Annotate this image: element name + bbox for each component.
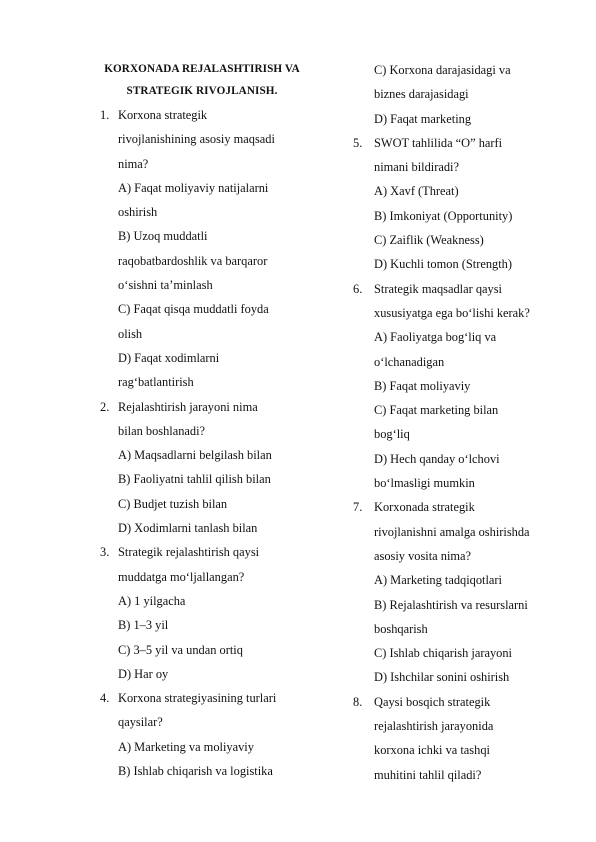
title-line-2: STRATEGIK RIVOJLANISH.	[126, 85, 278, 97]
question-text: xususiyatga ega bo‘lishi kerak?	[374, 305, 530, 320]
left-column	[86, 58, 318, 783]
answer-option-text: biznes darajasidagi	[374, 87, 469, 102]
answer-option-text: olish	[118, 326, 143, 341]
answer-option	[118, 443, 318, 467]
question-text: Rejalashtirish jarayoni nima	[118, 399, 258, 414]
answer-option	[118, 662, 318, 686]
answer-option-text: C) Budjet tuzish bilan	[118, 496, 228, 511]
answer-option-text: D) Faqat marketing	[374, 111, 472, 126]
question-item	[348, 495, 570, 689]
answer-option	[374, 665, 570, 689]
answer-option	[118, 346, 318, 395]
answer-option	[374, 447, 570, 496]
answer-option-text: C) Faqat marketing bilan	[374, 403, 499, 418]
answer-option-text: C) 3–5 yil va undan ortiq	[118, 642, 243, 657]
question-text: rejalashtirish jarayonida	[374, 719, 494, 734]
answer-option-text: A) Maqsadlarni belgilash bilan	[118, 448, 272, 463]
question-number: 8.	[353, 694, 363, 709]
question-item	[348, 277, 570, 496]
question-text: bilan boshlanadi?	[118, 423, 206, 438]
question-text: muhitini tahlil qiladi?	[374, 767, 482, 782]
question-item	[86, 395, 318, 541]
question-text: Qaysi bosqich strategik	[374, 694, 491, 709]
question-number: 5.	[353, 135, 363, 150]
answer-option-text: raqobatbardoshlik va barqaror	[118, 253, 268, 268]
answer-option	[374, 252, 570, 276]
answer-option	[374, 398, 570, 447]
question-number: 4.	[100, 691, 110, 706]
question-text: Korxona strategiyasining turlari	[118, 691, 277, 706]
answer-option-text: D) Kuchli tomon (Strength)	[374, 257, 512, 272]
question-text: nimani bildiradi?	[374, 160, 459, 175]
question-number: 1.	[100, 108, 110, 122]
question-item	[348, 131, 570, 277]
answer-option-text: bog‘liq	[374, 427, 410, 442]
answer-option-text: A) Faoliyatga bog‘liq va	[374, 330, 497, 345]
answer-option-text: A) Faqat moliyaviy natijalarni	[118, 180, 269, 195]
answer-option	[374, 374, 570, 398]
answer-option-text: o‘sishni ta’minlash	[118, 278, 213, 293]
answer-option-text: D) Faqat xodimlarni	[118, 350, 220, 365]
question-text: rivojlanishining asosiy maqsadi	[118, 132, 275, 147]
document-title	[86, 58, 318, 102]
answer-option-text: D) Har oy	[118, 666, 169, 681]
answer-option	[118, 589, 318, 613]
answer-option-text: A) Marketing va moliyaviy	[118, 739, 254, 754]
question-list-right	[348, 131, 570, 787]
question-text: muddatga mo‘ljallangan?	[118, 569, 245, 584]
answer-option-text: A) Xavf (Threat)	[374, 184, 459, 199]
answer-option	[118, 735, 318, 759]
question-text: Strategik maqsadlar qaysi	[374, 281, 503, 296]
question-text: nima?	[118, 156, 149, 171]
answer-option-text: D) Ishchilar sonini oshirish	[374, 670, 510, 685]
question-4-continued	[348, 58, 570, 131]
answer-option-text: o‘lchanadigan	[374, 354, 445, 369]
answer-option-text: B) Ishlab chiqarish va logistika	[118, 764, 273, 779]
answer-option	[118, 492, 318, 516]
title-line-1: KORXONADA REJALASHTIRISH VA	[104, 63, 300, 75]
answer-option-text: B) Faoliyatni tahlil qilish bilan	[118, 472, 271, 487]
answer-option-text: bo‘lmasligi mumkin	[374, 476, 475, 491]
answer-option-text: oshirish	[118, 205, 158, 220]
question-item	[86, 540, 318, 686]
answer-option	[118, 638, 318, 662]
answer-option	[118, 297, 318, 346]
answer-option	[118, 516, 318, 540]
answer-option-text: A) 1 yilgacha	[118, 593, 186, 608]
answer-option-text: B) Faqat moliyaviy	[374, 378, 471, 393]
answer-option	[118, 759, 318, 783]
answer-option-text: rag‘batlantirish	[118, 375, 194, 390]
question-item	[348, 690, 570, 787]
answer-option	[118, 224, 318, 297]
answer-option	[374, 204, 570, 228]
question-item	[86, 103, 318, 395]
question-text: asosiy vosita nima?	[374, 548, 472, 563]
answer-option-text: B) 1–3 yil	[118, 618, 169, 633]
answer-option	[374, 58, 570, 107]
question-text: korxona ichki va tashqi	[374, 743, 490, 758]
question-number: 2.	[100, 399, 110, 414]
answer-option-text: C) Korxona darajasidagi va	[374, 63, 511, 77]
question-number: 3.	[100, 545, 110, 560]
answer-option	[374, 179, 570, 203]
answer-option-text: B) Imkoniyat (Opportunity)	[374, 208, 513, 223]
question-text: qaysilar?	[118, 715, 163, 730]
answer-option	[118, 613, 318, 637]
answer-option-text: B) Rejalashtirish va resurslarni	[374, 597, 528, 612]
answer-option	[374, 568, 570, 592]
question-item	[86, 686, 318, 783]
question-number: 6.	[353, 281, 363, 296]
question-text: SWOT tahlilida “O” harfi	[374, 135, 503, 150]
answer-option-text: C) Zaiflik (Weakness)	[374, 233, 484, 248]
answer-option-text: C) Ishlab chiqarish jarayoni	[374, 646, 512, 661]
answer-option	[118, 467, 318, 491]
question-text: Korxona strategik	[118, 108, 208, 122]
right-column	[348, 58, 570, 787]
question-text: rivojlanishni amalga oshirishda	[374, 524, 530, 539]
question-list-left	[86, 103, 318, 783]
answer-option-text: D) Hech qanday o‘lchovi	[374, 451, 500, 466]
answer-option	[118, 176, 318, 225]
question-text: Strategik rejalashtirish qaysi	[118, 545, 260, 560]
answer-option	[374, 325, 570, 374]
answer-option	[374, 641, 570, 665]
answer-option	[374, 228, 570, 252]
answer-option-text: A) Marketing tadqiqotlari	[374, 573, 503, 588]
question-text: Korxonada strategik	[374, 500, 475, 515]
answer-option-text: D) Xodimlarni tanlash bilan	[118, 521, 258, 536]
answer-option	[374, 107, 570, 131]
answer-option	[374, 593, 570, 642]
answer-option-text: C) Faqat qisqa muddatli foyda	[118, 302, 269, 317]
answer-option-text: boshqarish	[374, 621, 428, 636]
answer-option-text: B) Uzoq muddatli	[118, 229, 208, 244]
question-number: 7.	[353, 500, 363, 515]
